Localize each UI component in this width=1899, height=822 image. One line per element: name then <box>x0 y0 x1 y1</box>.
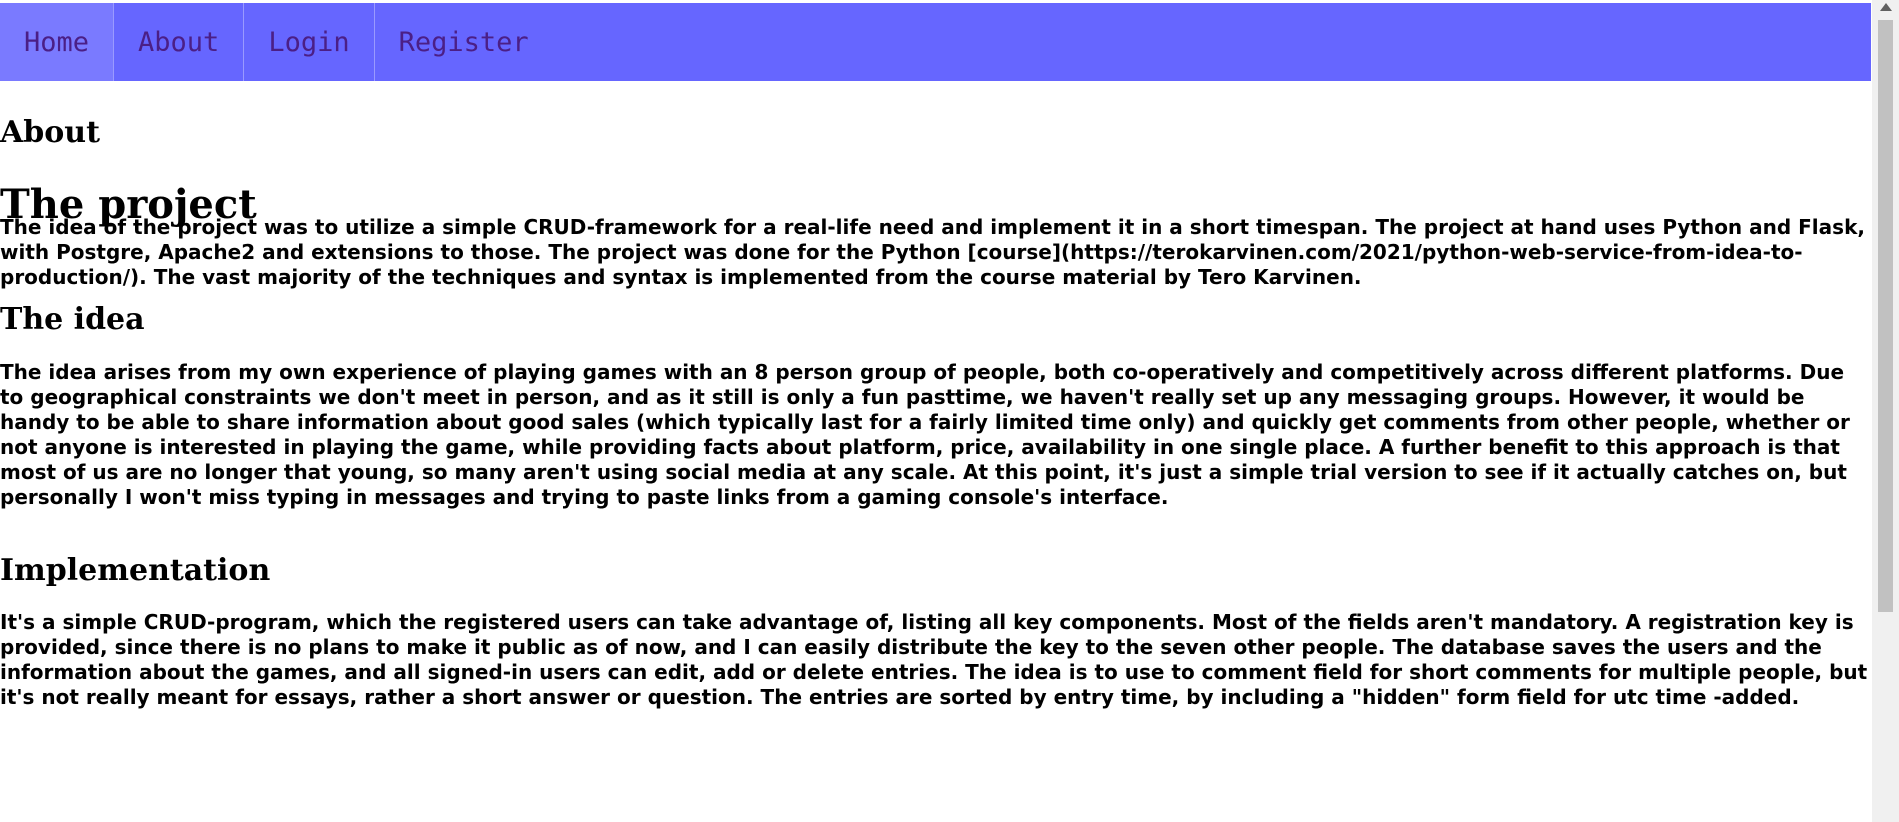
scroll-up-arrow-icon[interactable] <box>1880 3 1892 11</box>
scrollbar-thumb[interactable] <box>1878 20 1893 612</box>
nav-register-link[interactable]: Register <box>398 26 529 58</box>
implementation-description: It's a simple CRUD-program, which the registered users can take advantage of, listing all key components. Most of the fields aren't mandatory. A registration key is provided, since there is no plans to make it public as of now, and I can easily distribute the key to the seven other people. The database saves the users and the information about the games, and all signed-in users can edit, add or delete entries. The idea is to use to comment field for short comments for multiple people, but it's not really meant for essays, rather a short answer or question. The entries are sorted by entry time, by including a "hidden" form field for utc time -added. <box>0 610 1868 709</box>
implementation-heading: Implementation <box>0 553 271 588</box>
vertical-scrollbar[interactable] <box>1872 0 1899 822</box>
project-heading: The project <box>0 181 257 228</box>
page-title: About <box>0 115 100 150</box>
project-description: The idea of the project was to utilize a simple CRUD-framework for a real-life need and implement it in a short timespan. The project at hand uses Python and Flask, with Postgre, Apache2 and extensions to those. The project was done for the Python [course](https://terokarvinen.com/2021/python-web-service-from-idea-to-production/). The vast majority of the techniques and syntax is implemented from the course material by Tero Karvinen. <box>0 215 1865 289</box>
idea-description: The idea arises from my own experience of playing games with an 8 person group of people, both co-operatively and competitively across different platforms. Due to geographical constraints we don't meet in person, and as it still is only a fun pasttime, we haven't really set up any messaging groups. However, it would be handy to be able to share information about good sales (which typically last for a fairly limited time only) and quickly get comments from other people, whether or not anyone is interested in playing the game, while providing facts about platform, price, availability in one single place. A further benefit to this approach is that most of us are no longer that young, so many aren't using social media at any scale. At this point, it's just a simple trial version to see if it actually catches on, but personally I won't miss typing in messages and trying to paste links from a gaming console's interface. <box>0 360 1850 509</box>
nav-login-link[interactable]: Login <box>244 3 374 81</box>
nav-about-link[interactable]: About <box>114 3 244 81</box>
top-navbar <box>0 3 1871 81</box>
idea-heading: The idea <box>0 302 145 337</box>
nav-home-link[interactable]: Home <box>0 3 114 81</box>
